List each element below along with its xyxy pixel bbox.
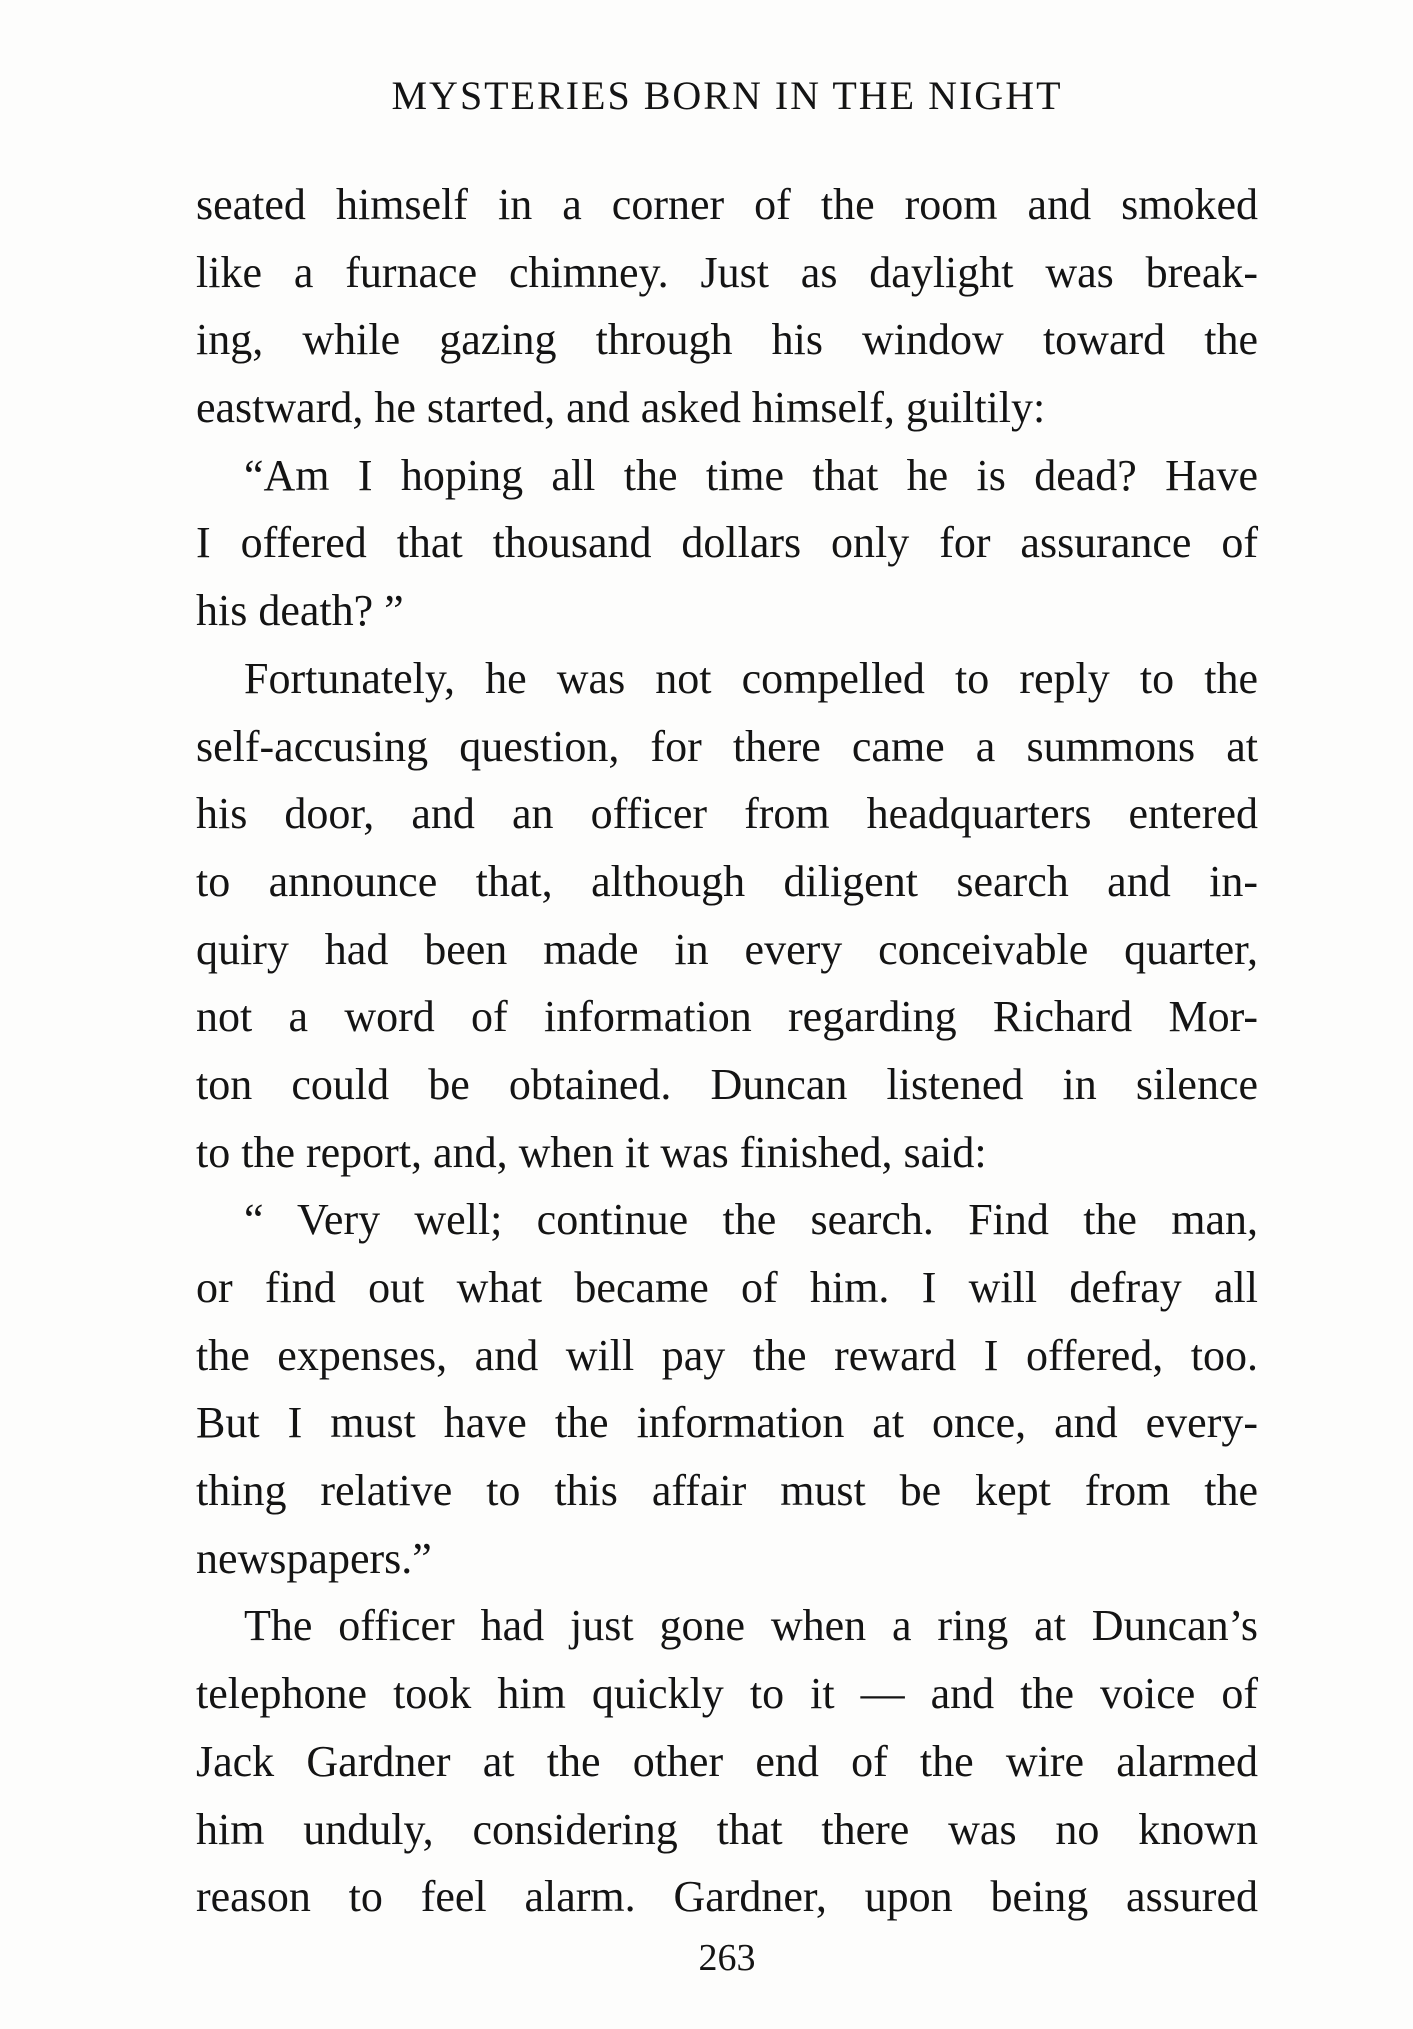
body-text [196, 171, 1258, 1931]
text-line: reason to feel alarm. Gardner, upon being assured [196, 1872, 1258, 1922]
running-head: MYSTERIES BORN IN THE NIGHT [391, 73, 1063, 118]
text-line: seated himself in a corner of the room and smoked [196, 180, 1258, 229]
text-line: Jack Gardner at the other end of the wire alarmed [196, 1736, 1258, 1786]
text-line: “Am I hoping all the time that he is dead? Have [244, 450, 1258, 500]
text-line: “ Very well; continue the search. Find the man, [244, 1195, 1258, 1245]
page-number: 263 [698, 1937, 756, 1979]
text-line: quiry had been made in every conceivable quarter, [196, 924, 1258, 974]
text-line: telephone took him quickly to it — and the voice of [196, 1669, 1258, 1719]
text-line: his door, and an officer from headquarters entered [196, 789, 1258, 839]
text-line: self-accusing question, for there came a summons at [196, 721, 1258, 771]
text-line: not a word of information regarding Richard Mor- [196, 992, 1258, 1042]
text-line: ton could be obtained. Duncan listened in silence [196, 1059, 1258, 1109]
text-line: like a furnace chimney. Just as daylight was break- [196, 247, 1258, 297]
text-line: Fortunately, he was not compelled to reply to the [244, 653, 1258, 703]
text-line: to the report, and, when it was finished, said: [196, 1127, 987, 1177]
text-line: ing, while gazing through his window toward the [196, 315, 1258, 365]
text-line: or find out what became of him. I will defray all [196, 1263, 1258, 1312]
text-line: newspapers.” [196, 1533, 432, 1583]
text-line: him unduly, considering that there was no known [196, 1804, 1258, 1854]
text-line: I offered that thousand dollars only for assurance of [196, 518, 1258, 568]
text-line: his death? ” [196, 586, 404, 636]
text-line: eastward, he started, and asked himself, guiltily: [196, 383, 1046, 433]
text-line: to announce that, although diligent search and in- [196, 856, 1258, 906]
text-line: The officer had just gone when a ring at Duncan’s [244, 1601, 1258, 1651]
text-line: the expenses, and will pay the reward I offered, too. [196, 1330, 1258, 1380]
text-line: But I must have the information at once, and every- [196, 1398, 1258, 1448]
text-line: thing relative to this affair must be kept from the [196, 1466, 1258, 1516]
